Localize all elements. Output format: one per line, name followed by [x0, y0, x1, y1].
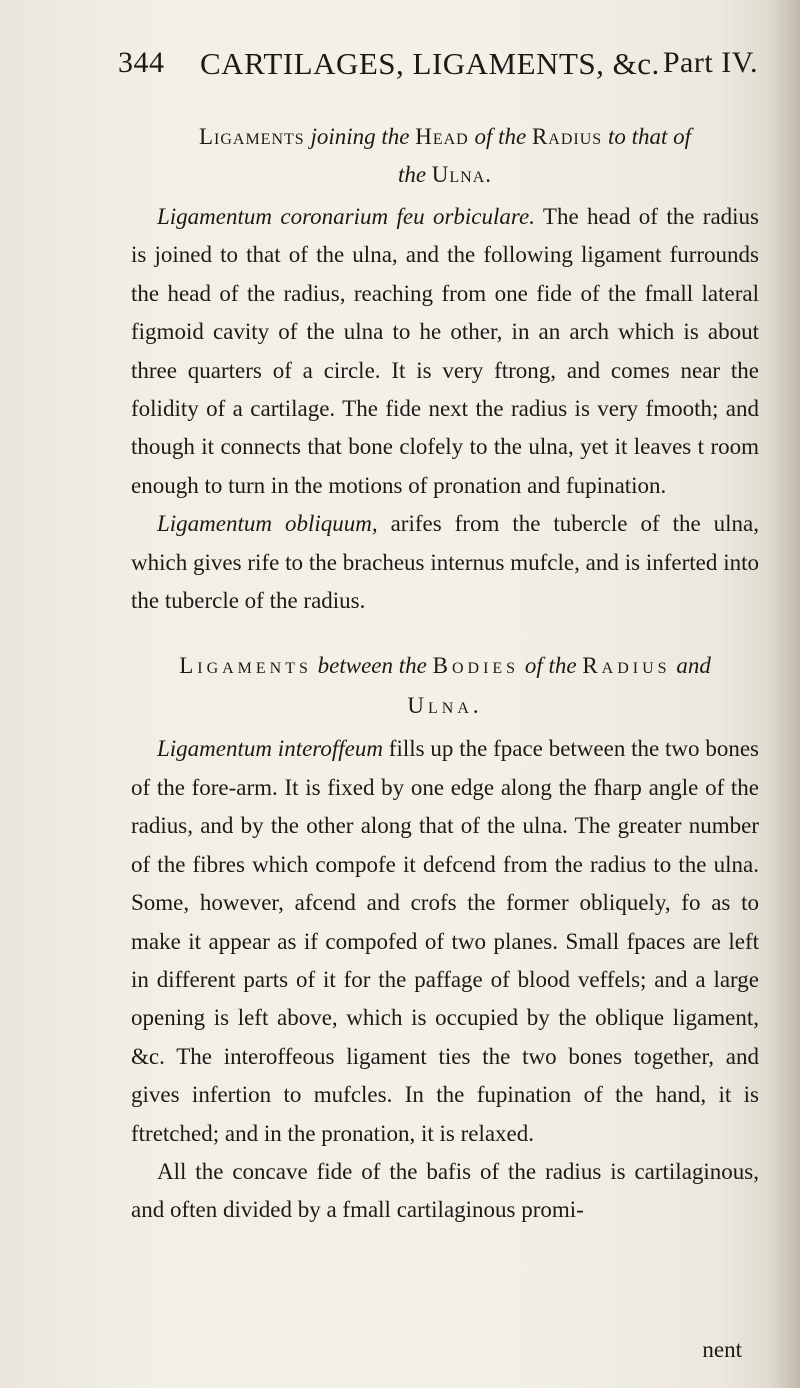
latin-term: Ligamentum obliquum,: [157, 511, 378, 537]
latin-term: Ligamentum interoffeum: [157, 736, 383, 762]
heading-word: Ligaments: [198, 124, 305, 149]
heading-word: Bodies: [432, 653, 520, 679]
paragraph-coronarium: [131, 198, 759, 505]
heading-word: Head: [415, 124, 469, 149]
heading-word: Ulna.: [431, 162, 493, 187]
heading-word: between the: [317, 653, 427, 679]
heading-word: and: [676, 653, 711, 679]
paragraph-concave-side: [131, 1153, 759, 1230]
part-label: Part IV.: [662, 46, 758, 79]
heading-word: Ligaments: [179, 653, 312, 679]
paragraph-obliquum: [131, 505, 759, 620]
heading-word: joining the: [310, 124, 410, 149]
heading-word: Radius: [582, 653, 671, 679]
page-edge-shadow: [770, 0, 800, 1388]
running-header: [118, 46, 758, 90]
running-title: CARTILAGES, LIGAMENTS, &c.: [200, 46, 660, 81]
heading-word: Radius: [531, 124, 603, 149]
paragraph-text: fills up the fpace between the two bones of the fore-arm. It is fixed by one edge along the fharp angle of the radius, and by the other along that of the ulna. The greater number of the fibres which compofe it defcend from the radius to the ulna. Some, however, afcend and crofs the former obliquely, fo as to make it appear as if compofed of two planes. Small fpaces are left in different parts of it for the paffage of blood veffels; and a large opening is left above, which is occupied by the oblique ligament, &c. The interoffeous ligament ties the two bones together, and gives infertion to mufcles. In the fupination of the hand, it is ftretched; and in the pronation, it is relaxed.: [131, 736, 760, 1146]
heading-word: to that of: [607, 124, 692, 149]
page-body: [131, 118, 759, 1230]
latin-term: Ligamentum coronarium feu orbiculare.: [157, 204, 535, 229]
page-number: 344: [118, 46, 165, 79]
paragraph-text: All the concave fide of the bafis of the radius is cartilaginous, and often divided by a fmall cartilaginous promi-: [131, 1158, 759, 1223]
heading-word: the: [397, 162, 427, 187]
paragraph-text: The head of the radius is joined to that of the ulna, and the following ligament furrounds the head of the radius, reaching from one fide of the fmall lateral figmoid cavity of the ulna to he other, in an arch which is about three quarters of a circle. It is very ftrong, and comes near the folidity of a cartilage. The fide next the radius is very fmooth; and though it connects that bone clofely to the ulna, yet it leaves t room enough to turn in the motions of pronation and fupination.: [131, 204, 759, 498]
heading-word: Ulna.: [407, 693, 483, 719]
section-heading-head-ligaments: [131, 118, 759, 194]
paragraph-text: arifes from the tubercle of the ulna, which gives rife to the bracheus internus mufcle, and is inferted into the tubercle of the radius.: [131, 511, 760, 614]
paragraph-interosseum: [131, 730, 759, 1152]
heading-word: of the: [524, 653, 577, 679]
heading-word: of the: [474, 124, 527, 149]
catchword: nent: [702, 1337, 742, 1362]
section-heading-body-ligaments: [131, 646, 759, 726]
